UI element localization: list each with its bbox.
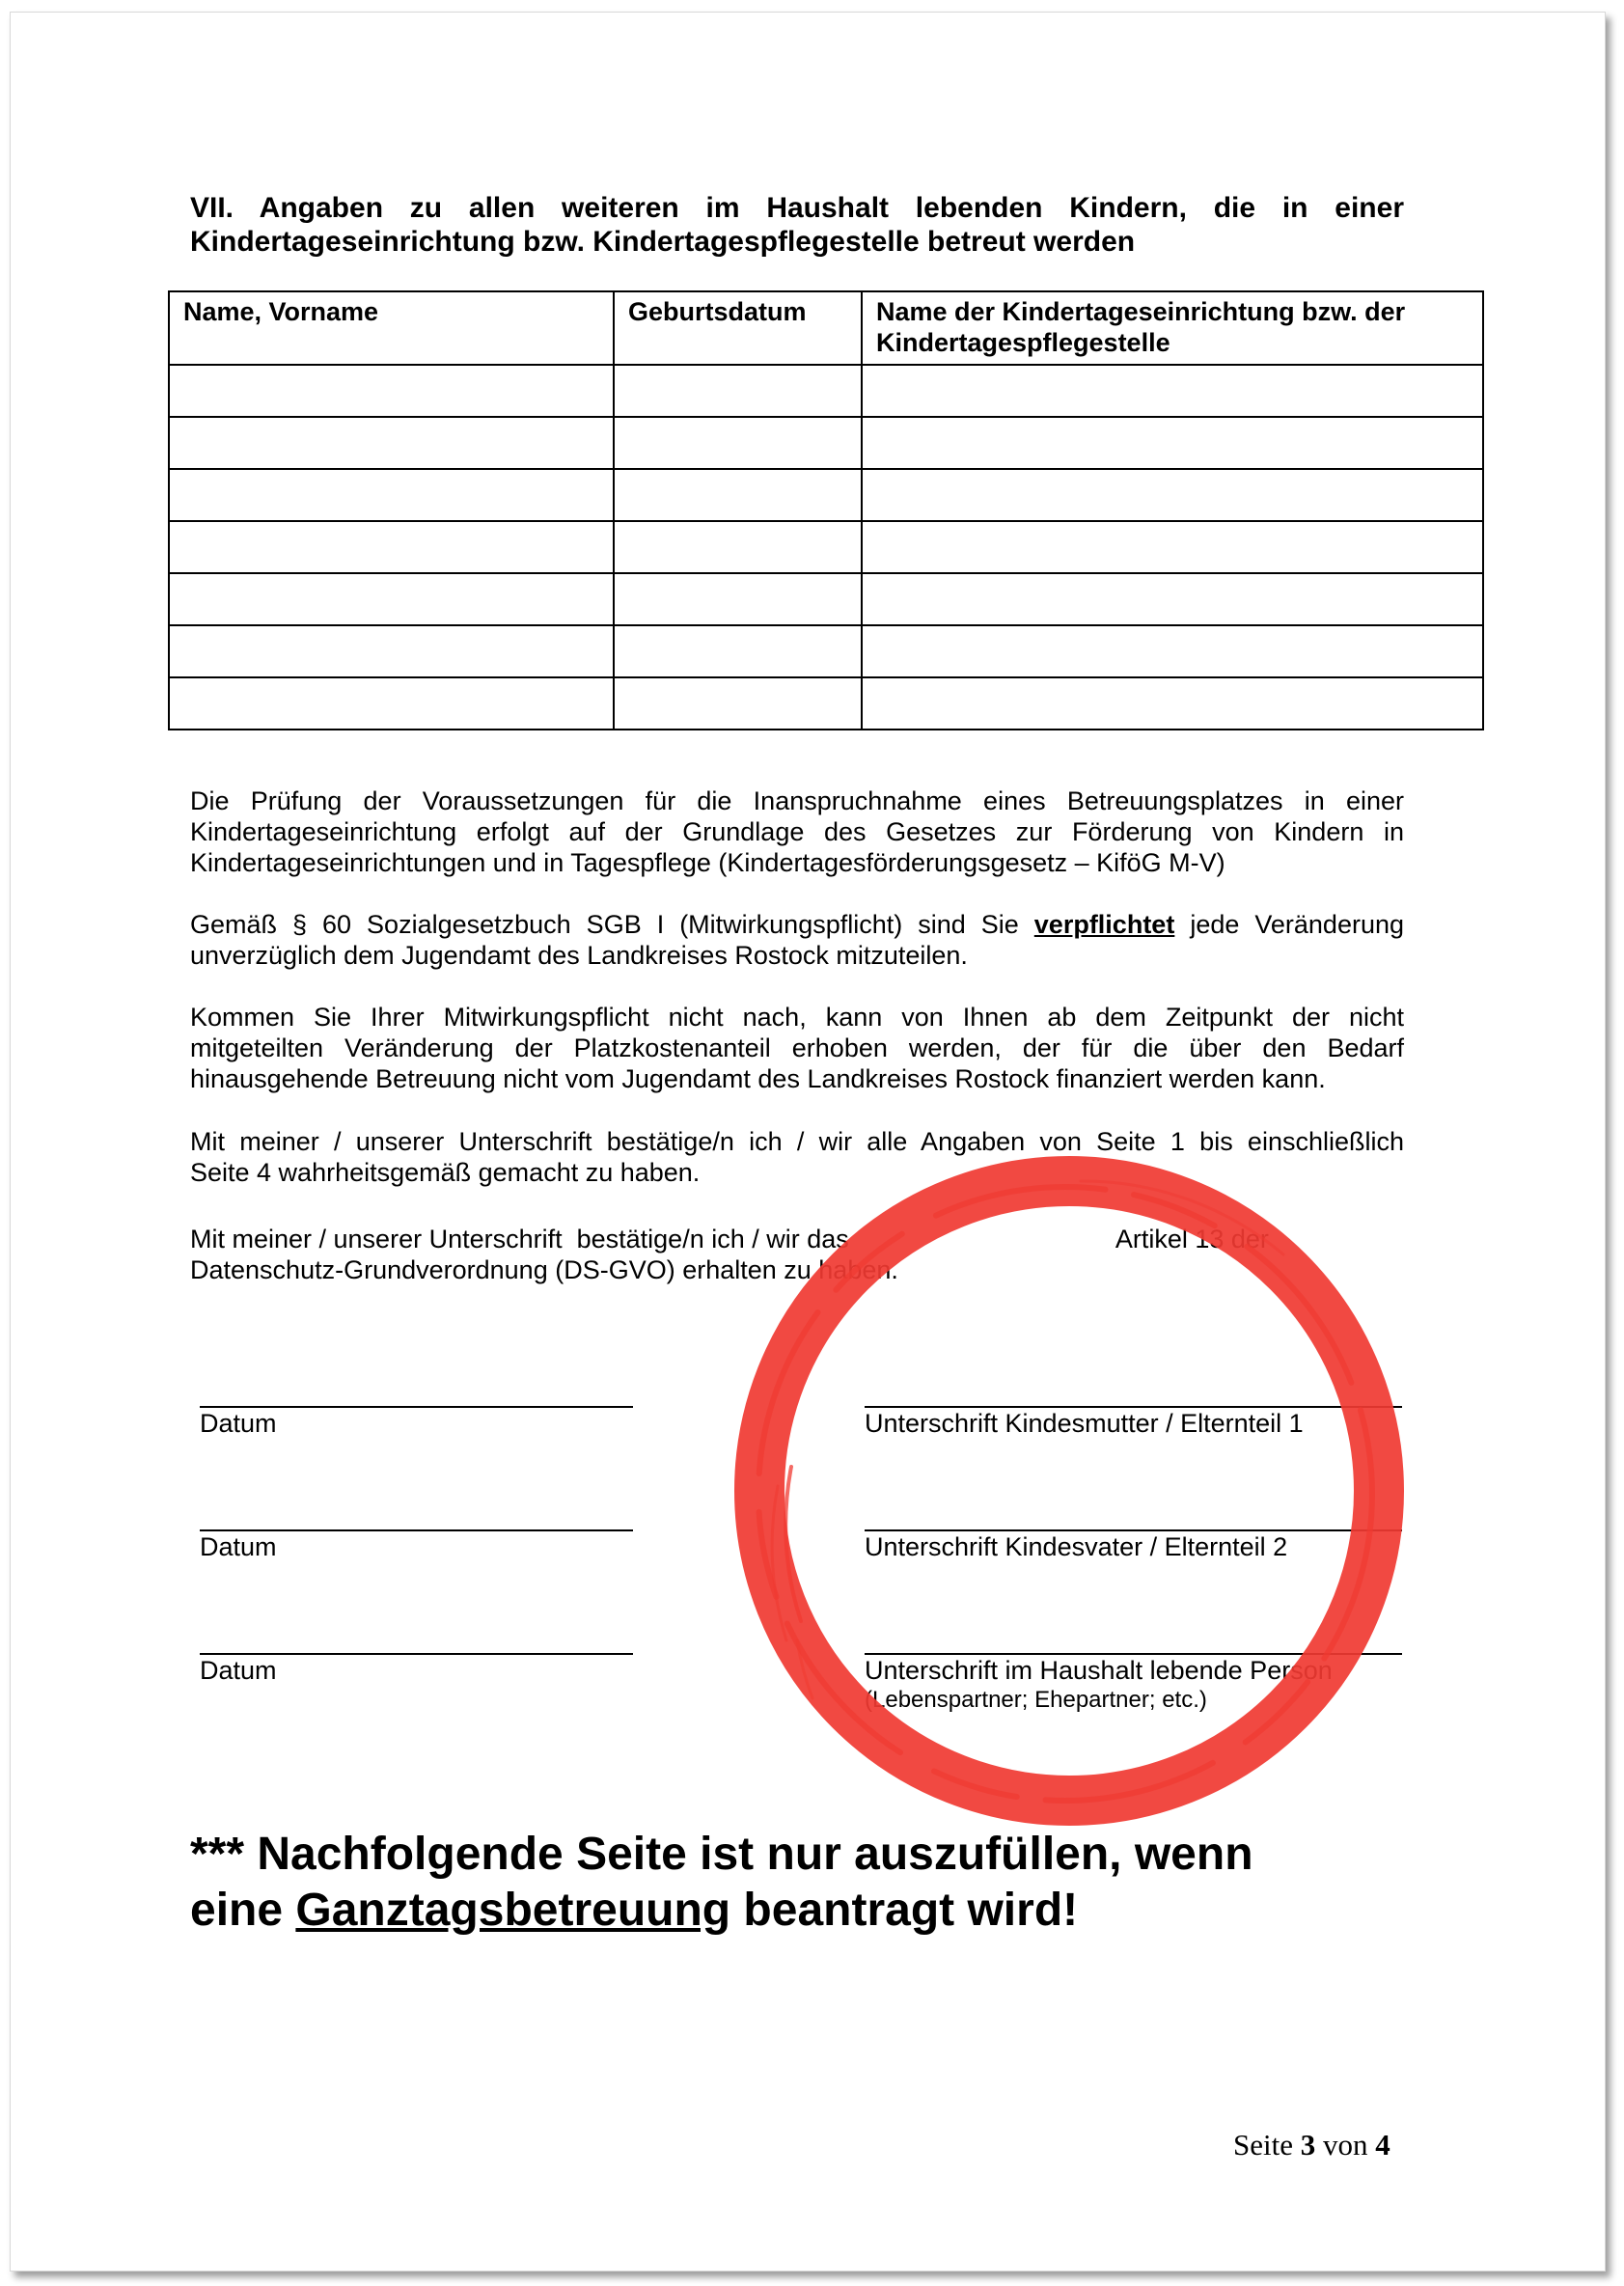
cell-name[interactable] xyxy=(169,573,614,625)
text-run: beantragt wird! xyxy=(730,1885,1079,1936)
cell-facility[interactable] xyxy=(862,677,1483,730)
paragraph-mitwirkungspflicht xyxy=(190,909,1404,971)
date-label-1: Datum xyxy=(200,1409,277,1438)
cell-facility[interactable] xyxy=(862,469,1483,521)
cell-name[interactable] xyxy=(169,417,614,469)
cell-birthdate[interactable] xyxy=(614,677,862,730)
paragraph-line: Die Prüfung der Voraussetzungen für die Inanspruchnahme eines Betreuungsplatzes in einer xyxy=(190,786,1404,815)
children-table xyxy=(168,290,1484,730)
cell-birthdate[interactable] xyxy=(614,469,862,521)
table-row xyxy=(169,625,1483,677)
table-row xyxy=(169,521,1483,573)
emphasis-verpflichtet: verpflichtet xyxy=(1033,910,1175,939)
footer-current-page: 3 xyxy=(1300,2128,1316,2162)
signature-label-household: Unterschrift im Haushalt lebende Person xyxy=(865,1656,1333,1685)
cell-facility[interactable] xyxy=(862,573,1483,625)
cell-name[interactable] xyxy=(169,677,614,730)
paragraph-consequences xyxy=(190,1002,1404,1094)
table-row xyxy=(169,365,1483,417)
paragraph-line: Seite 4 wahrheitsgemäß gemacht zu haben. xyxy=(190,1158,701,1187)
section-title-line-2: Kindertageseinrichtung bzw. Kindertagespflegestelle betreut werden xyxy=(190,226,1136,258)
paragraph-line: Kommen Sie Ihrer Mitwirkungspflicht nicht nach, kann von Ihnen ab dem Zeitpunkt der nicht xyxy=(190,1003,1404,1032)
emphasis-ganztagsbetreuung: Ganztagsbetreuung xyxy=(295,1885,731,1936)
footer-seite-word: Seite xyxy=(1233,2128,1293,2162)
notice-line-1: *** Nachfolgende Seite ist nur auszufüllen, wenn xyxy=(190,1829,1253,1880)
cell-facility[interactable] xyxy=(862,625,1483,677)
text-run: Gemäß § 60 Sozialgesetzbuch SGB I (Mitwirkungspflicht) sind Sie xyxy=(190,910,1034,939)
table-header-row xyxy=(169,291,1483,365)
cell-name[interactable] xyxy=(169,469,614,521)
ganztags-notice xyxy=(190,1827,1404,1939)
paragraph-line: unverzüglich dem Jugendamt des Landkreises Rostock mitzuteilen. xyxy=(190,941,968,970)
section-title xyxy=(190,191,1404,259)
cell-facility[interactable] xyxy=(862,521,1483,573)
table-row xyxy=(169,573,1483,625)
paragraph-line: mitgeteilten Veränderung der Platzkostenanteil erhoben werden, der für die über den Bedarf xyxy=(190,1033,1404,1062)
paragraph-line: Mit meiner / unserer Unterschrift bestätige/n ich / wir das Artikel 13 der xyxy=(190,1225,1269,1253)
paragraph-dsgvo xyxy=(190,1224,1404,1285)
paragraph-line: Kindertageseinrichtung erfolgt auf der Grundlage des Gesetzes zur Förderung von Kindern in xyxy=(190,817,1404,846)
paragraph-line: hinausgehende Betreuung nicht vom Jugendamt des Landkreises Rostock finanziert werden kann. xyxy=(190,1064,1326,1093)
header-geburtsdatum: Geburtsdatum xyxy=(614,291,862,365)
header-kita-name: Name der Kindertageseinrichtung bzw. der Kindertagespflegestelle xyxy=(862,291,1483,365)
signature-label-father: Unterschrift Kindesvater / Elternteil 2 xyxy=(865,1532,1288,1561)
footer-total-pages: 4 xyxy=(1375,2128,1390,2162)
cell-birthdate[interactable] xyxy=(614,521,862,573)
paragraph-kifoeg xyxy=(190,785,1404,878)
cell-name[interactable] xyxy=(169,521,614,573)
cell-birthdate[interactable] xyxy=(614,573,862,625)
footer-von-word: von xyxy=(1323,2128,1368,2162)
signature-label-mother: Unterschrift Kindesmutter / Elternteil 1 xyxy=(865,1409,1304,1438)
date-label-3: Datum xyxy=(200,1656,277,1685)
paragraph-line: Mit meiner / unserer Unterschrift bestätige/n ich / wir alle Angaben von Seite 1 bis einschließlich xyxy=(190,1127,1404,1156)
cell-birthdate[interactable] xyxy=(614,625,862,677)
page-number-footer xyxy=(1233,2128,1390,2162)
paragraph-confirmation xyxy=(190,1126,1404,1188)
table-row xyxy=(169,677,1483,730)
notice-line-2 xyxy=(190,1883,1404,1939)
paragraph-line: Kindertageseinrichtungen und in Tagespflege (Kindertagesförderungsgesetz – KiföG M-V) xyxy=(190,848,1225,877)
cell-facility[interactable] xyxy=(862,365,1483,417)
paragraph-line: Datenschutz-Grundverordnung (DS-GVO) erhalten zu haben. xyxy=(190,1255,898,1284)
cell-name[interactable] xyxy=(169,625,614,677)
paragraph-line xyxy=(190,909,1404,940)
cell-birthdate[interactable] xyxy=(614,417,862,469)
cell-birthdate[interactable] xyxy=(614,365,862,417)
text-run: eine xyxy=(190,1885,296,1936)
header-name-vorname: Name, Vorname xyxy=(169,291,614,365)
table-row xyxy=(169,417,1483,469)
table-row xyxy=(169,469,1483,521)
cell-facility[interactable] xyxy=(862,417,1483,469)
date-label-2: Datum xyxy=(200,1532,277,1561)
text-run: jede Veränderung xyxy=(1174,910,1404,939)
section-title-line-1: VII. Angaben zu allen weiteren im Haushalt lebenden Kindern, die in einer xyxy=(190,192,1404,224)
signature-sublabel-household: (Lebenspartner; Ehepartner; etc.) xyxy=(865,1687,1207,1713)
cell-name[interactable] xyxy=(169,365,614,417)
